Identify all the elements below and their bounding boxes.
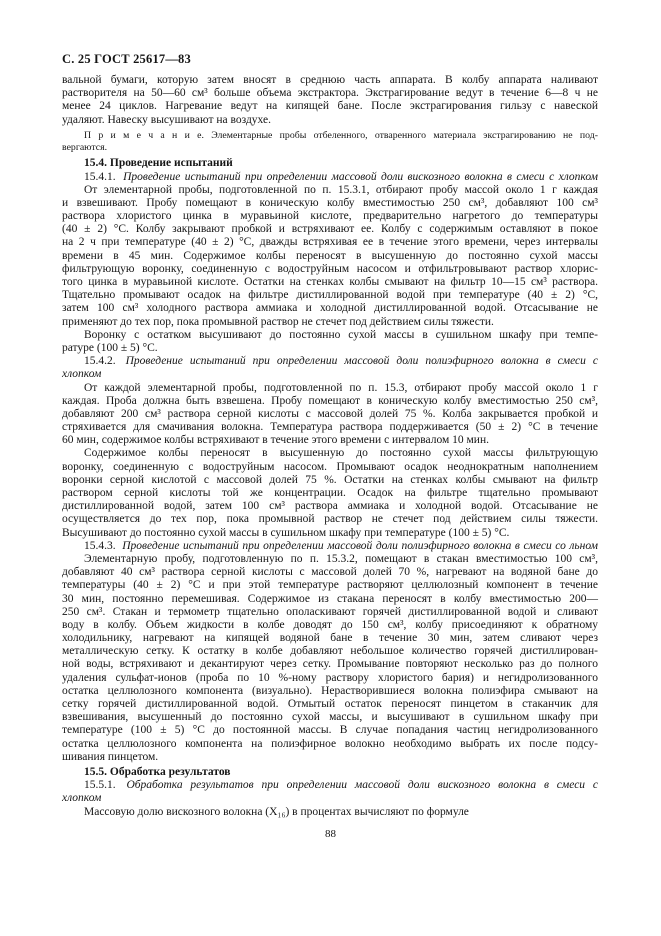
text-line-content: раствора хлористого цинка в муравьиной кислоте, предварительно нагретого до температуры: [62, 210, 598, 223]
text-line-content: Высушивают до постоянно сухой массы в сушильном шкафу при температуре (100 ± 5) °С.: [62, 526, 510, 539]
text-line: [62, 474, 598, 487]
text-line-content: металлическую сетку. К остатку в колбе добавляют небольшое количество горячей дистиллирован-: [62, 645, 598, 658]
heading-italic: [62, 540, 598, 553]
text-line: [62, 685, 598, 698]
text-line-content: того цинка в муравьиной кислоте. Остатки на стенках колбы смывают на фильтр 10—15 см³ раствора.: [62, 276, 598, 289]
paragraph: [62, 382, 598, 448]
text-line-content: добавляют 40 см³ раствора серной кислоты с массовой долей 70 %, нагревают на водяной бане до: [62, 566, 598, 579]
text-line-content: [84, 355, 598, 368]
text-line: [62, 566, 598, 579]
text-line: [62, 579, 598, 592]
text-line-content: 60 мин, содержимое колбы встряхивают в течение этого времени с интервалом 10 мин.: [62, 434, 489, 447]
text-line: [62, 395, 598, 408]
text-line-content: От каждой элементарной пробы, подготовленной по п. 15.3, отбирают пробу массой около 1 г: [84, 381, 598, 394]
text-line: [62, 540, 598, 553]
clause-number: 15.5.1.: [84, 779, 124, 792]
text-line-content: ратуре (100 ± 5) °С.: [62, 341, 158, 354]
clause-number: 15.4.3.: [84, 539, 120, 552]
text-line: [62, 447, 598, 460]
text-line-content: ной воды, встряхивают и декантируют через сетку. Промывание повторяют несколько раз до полного: [62, 658, 598, 671]
paragraph: [62, 553, 598, 764]
clause-title: Проведение испытаний при определении массовой доли вискозного волокна в смеси с хлопком: [123, 170, 599, 183]
text-line-content: менее 24 циклов. Нагревание ведут на кипящей бане. После экстрагирования гильзу с навеской: [62, 100, 598, 113]
text-line: [62, 421, 598, 434]
text-line: [62, 487, 598, 500]
text-line-content: раствором серной кислоты той же концентрации. Осадок на фильтре тщательно промывают: [62, 487, 598, 500]
text-line: [62, 724, 598, 737]
text-line-content: удаляют. Навеску высушивают на воздухе.: [62, 113, 271, 126]
clause-number: 15.4.1.: [84, 170, 121, 183]
text-line: [62, 142, 598, 154]
text-line-content: Тщательно промывают осадок на фильтре дистиллированной водой при температуре (40 ± 2) °С,: [62, 289, 598, 302]
text-line-content: и взвешивают. Пробу помещают в коническую колбу вместимостью 250 см³, добавляют 100 см³: [62, 196, 598, 209]
text-line: [62, 130, 598, 142]
text-line: [62, 223, 598, 236]
text-line: [62, 527, 598, 540]
text-line: [62, 342, 598, 355]
paragraph: [62, 329, 598, 355]
text-line-content: остатка целлюлозного компонента на полиэфирное волокно необходимо выбрать их после подсу-: [62, 737, 598, 750]
text-line: [62, 738, 598, 751]
text-line: [62, 766, 598, 779]
text-line: [62, 593, 598, 606]
document-blocks: [62, 74, 598, 819]
text-line: [62, 157, 598, 170]
text-line-content: 30 мин, постоянно перемешивая. Содержимое из стакана переносят в колбу вместимостью 200—: [62, 592, 598, 605]
text-line-content: добавляют 200 см³ раствора серной кислоты с массовой долей 75 %. Колба закрывается пробкой и: [62, 407, 598, 420]
text-line: [62, 672, 598, 685]
text-line-content: стряхивается для смачивания волокна. Температура раствора поддерживается (50 ± 2) °С в течение: [62, 421, 598, 434]
text-line: [62, 276, 598, 289]
text-line-content: [84, 540, 598, 553]
text-line-content: вергаются.: [62, 142, 108, 154]
text-line: [62, 382, 598, 395]
text-line-content: вальной бумаги, которую затем вносят в среднюю часть аппарата. В колбу аппарата наливают: [62, 74, 598, 86]
text-line: [62, 779, 598, 792]
text-line: [62, 751, 598, 764]
text-line-content: воронку, соединенную с водоструйным насосом. Промывают осадок неоднократным наполнением: [62, 460, 598, 473]
text-line-content: воду в колбу. Объем жидкости в колбе доводят до 150 см³, колбу присоединяют к обратному: [62, 618, 598, 631]
heading-italic: [62, 779, 598, 805]
page-header: С. 25 ГОСТ 25617—83: [62, 52, 191, 66]
text-line: [62, 197, 598, 210]
text-line: [62, 658, 598, 671]
text-line: [62, 184, 598, 197]
text-line: [62, 698, 598, 711]
text-line: [62, 500, 598, 513]
text-line: [62, 263, 598, 276]
heading-bold: [62, 766, 598, 779]
paragraph: [62, 447, 598, 539]
text-line: [62, 289, 598, 302]
text-line-content: времени в 45 мин. Содержимое колбы переносят в высушенную до постоянно сухой массы: [62, 249, 598, 262]
text-line: [62, 302, 598, 315]
clause-title: Проведение испытаний при определении массовой доли полиэфирного волокна в смеси со льном: [122, 539, 599, 552]
text-line: [62, 461, 598, 474]
text-line-content: растворителя на 50—60 см³ больше объема экстрактора. Экстрагирование ведут в течение 6—8 ч не: [62, 87, 598, 100]
text-line-content: температуры (40 ± 2) °С и при этой температуре растворяют целлюлозный компонент в течение: [62, 579, 598, 592]
paragraph: [62, 74, 598, 127]
text-line-content: осуществляется до тех пор, пока промывной раствор не стечет под действием силы тяжести.: [62, 513, 598, 526]
text-line: [62, 74, 598, 87]
text-line-content: дистиллированной водой, затем 100 см³ раствора аммиака и холодной водой. Отсасывание не: [62, 500, 598, 513]
text-line: [62, 606, 598, 619]
text-line-content: 15.5. Обработка результатов: [84, 765, 231, 778]
paragraph: [62, 184, 598, 329]
text-line: [62, 236, 598, 249]
text-line: [62, 355, 598, 368]
text-line-content: Воронку с остатком высушивают до постоянно сухой массы в сушильном шкафу при темпе-: [84, 328, 598, 341]
text-line-content: [84, 171, 598, 184]
text-line-content: на 2 ч при температуре (40 ± 2) °С, дважды встряхивая ее в течение этого времени, через интервалы: [62, 236, 598, 249]
text-line: [62, 792, 598, 805]
text-line: [62, 114, 598, 127]
text-line: [62, 316, 598, 329]
text-line: [62, 619, 598, 632]
text-line-content: затем 100 см³ холодного раствора аммиака и холодной дистиллированной водой. Отсасывание не: [62, 302, 598, 315]
text-line-content: 15.4. Проведение испытаний: [84, 157, 233, 170]
page-number: 88: [325, 828, 336, 840]
text-line-content: каждая. Проба должна быть взвешена. Пробу помещают в коническую колбу вместимостью 250 см³,: [62, 394, 598, 407]
text-line: [62, 368, 598, 381]
text-line-content: остатка целлюлозного компонента (визуально). Нерастворившиеся волокна полиэфира смывают на: [62, 684, 598, 697]
paragraph: [62, 806, 598, 819]
text-line: [62, 513, 598, 526]
text-line: [62, 210, 598, 223]
text-line-content: взвешивания, высушенный до постоянно сухой массы, и высушивают в сушильном шкафу при: [62, 711, 598, 724]
text-line-content: применяют до тех пор, пока промывной раствор не стечет под действием силы тяжести.: [62, 315, 494, 328]
text-line: [62, 100, 598, 113]
text-line: [62, 250, 598, 263]
text-line-content: От элементарной пробы, подготовленной по п. 15.3.1, отбирают пробу массой около 1 г каждая: [84, 183, 598, 196]
text-line: [62, 553, 598, 566]
text-line-content: хлопком: [62, 792, 102, 805]
text-line-content: Элементарную пробу, подготовленную по п. 15.3.2, помещают в стакан вместимостью 100 см³,: [84, 552, 598, 565]
text-line: [62, 632, 598, 645]
heading-italic: [62, 355, 598, 381]
text-line-content: хлопком: [62, 368, 102, 381]
text-line-content: (40 ± 2) °С. Колбу закрывают пробкой и встряхивают ее. Колбу с содержимым оставляют в покое: [62, 223, 598, 236]
text-line-content: воронки серной кислотой с массовой долей 75 %. Остатки на стенках колбы смывают на фильтр: [62, 473, 598, 486]
text-line-content: температуре (100 ± 5) °С до постоянной массы. В случае попадания частиц негидролизованного: [62, 724, 598, 737]
text-line-content: П р и м е ч а н и е. Элементарные пробы отбеленного, отваренного материала экстрагированию не под-: [84, 129, 598, 141]
text-line-content: Массовую долю вискозного волокна (X₁₆) в процентах вычисляют по формуле: [84, 805, 469, 818]
heading-italic: [62, 171, 598, 184]
text-line-content: фильтрующую воронку, соединенную с водоструйным насосом и отфильтровывают раствор хлорис-: [62, 262, 598, 275]
text-line-content: холодильнику, нагревают на кипящей водяной бане в течение 30 мин, затем сливают через: [62, 632, 598, 645]
text-line: [62, 171, 598, 184]
text-line-content: [84, 779, 598, 792]
note: [62, 130, 598, 155]
text-line-content: сетку горячей дистиллированной водой. Отмытый остаток переносят пинцетом в стаканчик для: [62, 698, 598, 711]
text-line: [62, 711, 598, 724]
text-line-content: 250 см³. Стакан и термометр тщательно ополаскивают горячей дистиллированной водой и сливают: [62, 605, 598, 618]
text-line: [62, 806, 598, 819]
text-line: [62, 408, 598, 421]
clause-title: Обработка результатов при определении массовой доли вискозного волокна в смеси с: [126, 779, 599, 792]
clause-number: 15.4.2.: [84, 355, 123, 368]
heading-bold: [62, 157, 598, 170]
text-line: [62, 329, 598, 342]
text-line-content: Содержимое колбы переносят в высушенную до постоянно сухой массы фильтрующую: [84, 447, 598, 460]
text-line: [62, 645, 598, 658]
text-line: [62, 434, 598, 447]
clause-title: Проведение испытаний при определении массовой доли полиэфирного волокна в смеси с: [125, 355, 599, 368]
text-line-content: удаления сульфат-ионов (проба по 10 %-ному раствору хлористого бария) и негидролизованного: [62, 671, 598, 684]
text-line-content: шивания пинцетом.: [62, 750, 159, 763]
text-line: [62, 87, 598, 100]
